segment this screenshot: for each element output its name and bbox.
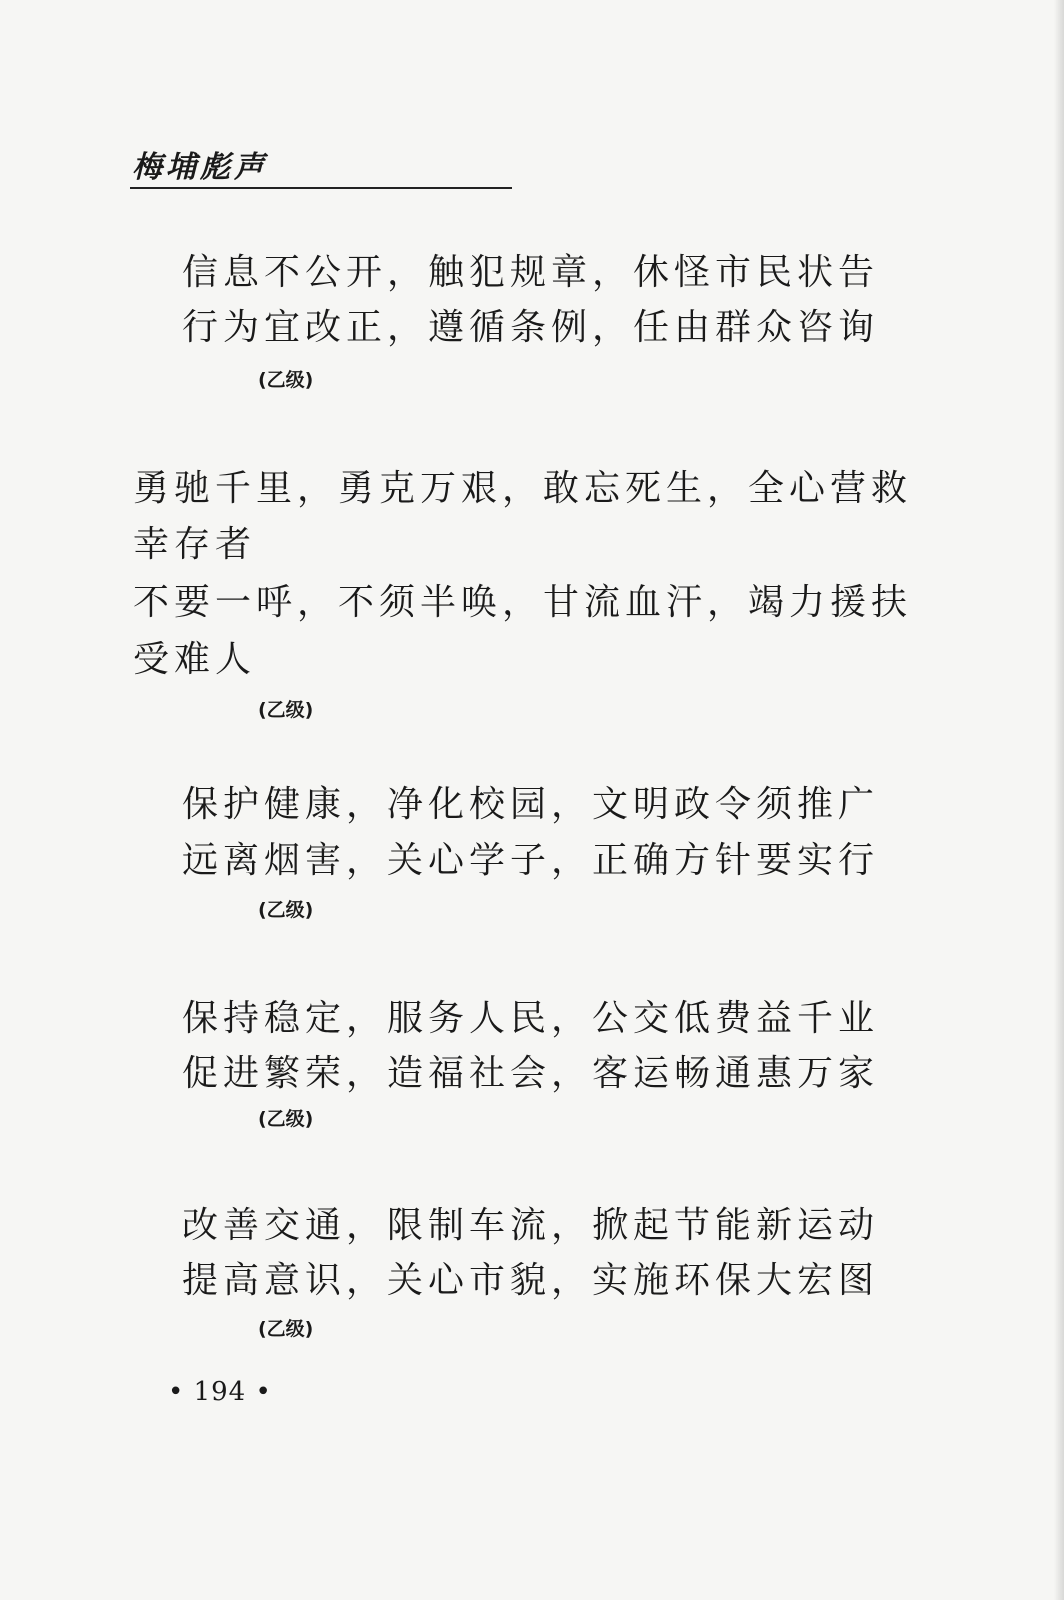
page-edge-shadow [1054,0,1064,1600]
couplet-line: 行为宜改正，遵循条例，任由群众咨询 [182,307,880,348]
grade-label: (乙级) [258,899,314,921]
couplet-line: 保护健康，净化校园，文明政令须推广 [182,784,880,825]
page-number: • 194 • [168,1377,272,1407]
grade-label: (乙级) [258,1318,314,1340]
grade-label: (乙级) [258,369,314,391]
couplet-line: 不要一呼，不须半唤，甘流血汗，竭力援扶 [133,582,913,623]
couplet-line: 改善交通，限制车流，掀起节能新运动 [182,1205,880,1246]
couplet-line: 促进繁荣，造福社会，客运畅通惠万家 [182,1053,880,1094]
couplet-line: 幸存者 [133,524,257,565]
couplet-line: 受难人 [133,639,257,680]
couplet-line: 远离烟害，关心学子，正确方针要实行 [182,840,880,881]
grade-label: (乙级) [258,1108,314,1130]
grade-label: (乙级) [258,699,314,721]
header-rule [130,187,512,189]
couplet-line: 保持稳定，服务人民，公交低费益千业 [182,998,880,1039]
running-header-title: 梅埔彪声 [132,150,268,185]
couplet-line: 提高意识，关心市貌，实施环保大宏图 [182,1260,880,1301]
couplet-line: 勇驰千里，勇克万艰，敢忘死生，全心营救 [133,468,913,509]
couplet-line: 信息不公开，触犯规章，休怪市民状告 [182,252,880,293]
